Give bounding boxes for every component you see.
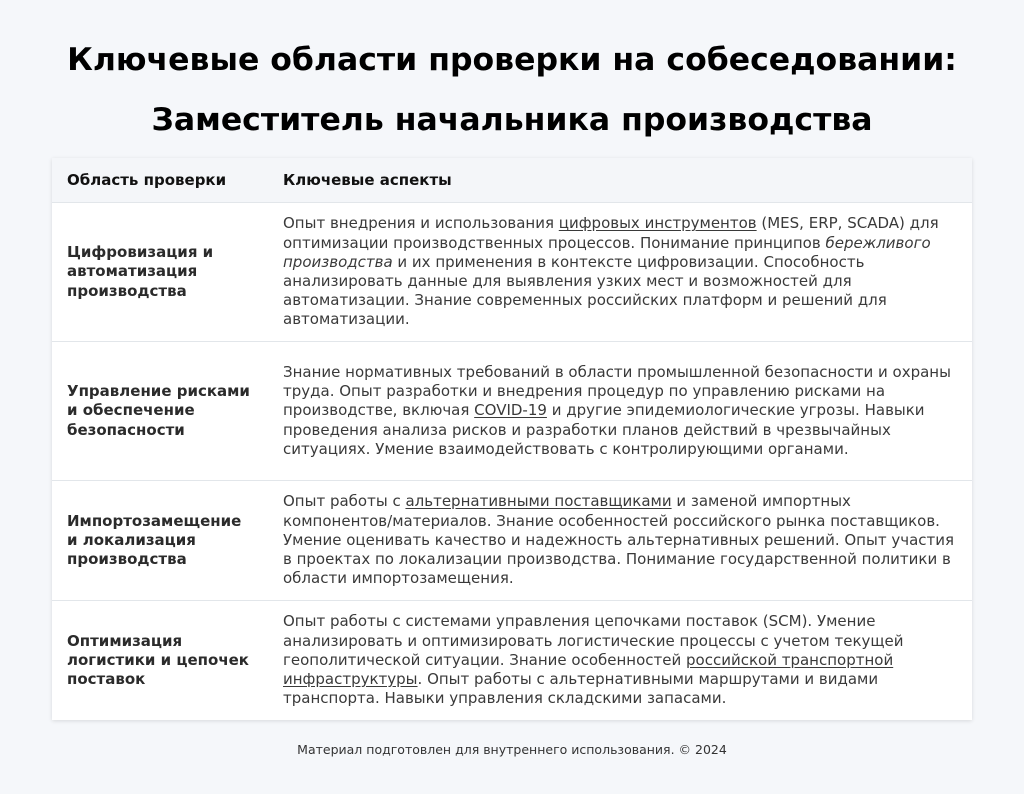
page-title: Ключевые области проверки на собеседовании: [67, 42, 957, 78]
aspects-cell [268, 481, 972, 601]
area-cell: Цифровизация и автоматизация производства [52, 203, 268, 342]
area-cell: Оптимизация логистики и цепочек поставок [67, 631, 249, 689]
column-header-area: Область проверки [52, 158, 268, 203]
aspects-text: и их применения в контексте цифровизации. Способность анализировать данные для выявления узких мест и возможностей для автоматизации. Знание современных российских платформ и решений для автоматизации. [283, 252, 887, 329]
aspects-text: Опыт работы с системами управления цепочками поставок (SCM). Умение анализировать и оптимизировать логистические процессы с учетом текущей геополитической ситуации. Знание особенностей [283, 612, 904, 669]
aspects-text: Опыт работы с [283, 492, 406, 511]
aspects-cell [268, 203, 972, 342]
emphasized-term: бережливого производства [283, 233, 931, 271]
aspects-text: . Опыт работы с альтернативными маршрутами и видами транспорта. Навыки управления складскими запасами. [283, 670, 879, 708]
interview-areas-table-card [52, 158, 972, 720]
aspects-text: и другие эпидемиологические угрозы. Навыки проведения анализа рисков и разработки планов действий в чрезвычайных ситуациях. Умение взаимодействовать с контролирующими органами. [283, 401, 925, 458]
aspects-text: (MES, ERP, SCADA) для оптимизации производственных процессов. Понимание принципов [283, 214, 939, 252]
area-cell: Импортозамещение и локализация производства [52, 481, 268, 601]
aspects-text: и заменой импортных компонентов/материалов. Знание особенностей российского рынка поставщиков. Умение оценивать качество и надежность альтернативных решений. Опыт участия в проектах по локализации производства. Понимание государственной политики в области импортозамещения. [283, 492, 955, 588]
aspects-text: Опыт внедрения и использования [283, 214, 559, 233]
interview-areas-table [52, 158, 972, 720]
table-row [52, 601, 972, 721]
table-row [52, 481, 972, 601]
table-header-row [52, 158, 972, 203]
table-row [52, 203, 972, 342]
footer-note: Материал подготовлен для внутреннего использования. © 2024 [297, 742, 727, 757]
aspects-cell [268, 342, 972, 481]
highlighted-term: альтернативными поставщиками [405, 492, 672, 511]
page-subtitle: Заместитель начальника производства [151, 102, 873, 138]
column-header-aspects: Ключевые аспекты [268, 158, 972, 203]
aspects-cell [268, 601, 972, 721]
highlighted-term: цифровых инструментов [558, 214, 757, 233]
highlighted-term: российской транспортной инфраструктуры [283, 650, 894, 689]
area-cell: Управление рисками и обеспечение безопасности [52, 342, 268, 481]
table-row [52, 342, 972, 481]
highlighted-term: COVID-19 [474, 401, 547, 420]
aspects-text: Знание нормативных требований в области промышленной безопасности и охраны труда. Опыт разработки и внедрения процедур по управлению рисками на производстве, включая [283, 362, 951, 420]
